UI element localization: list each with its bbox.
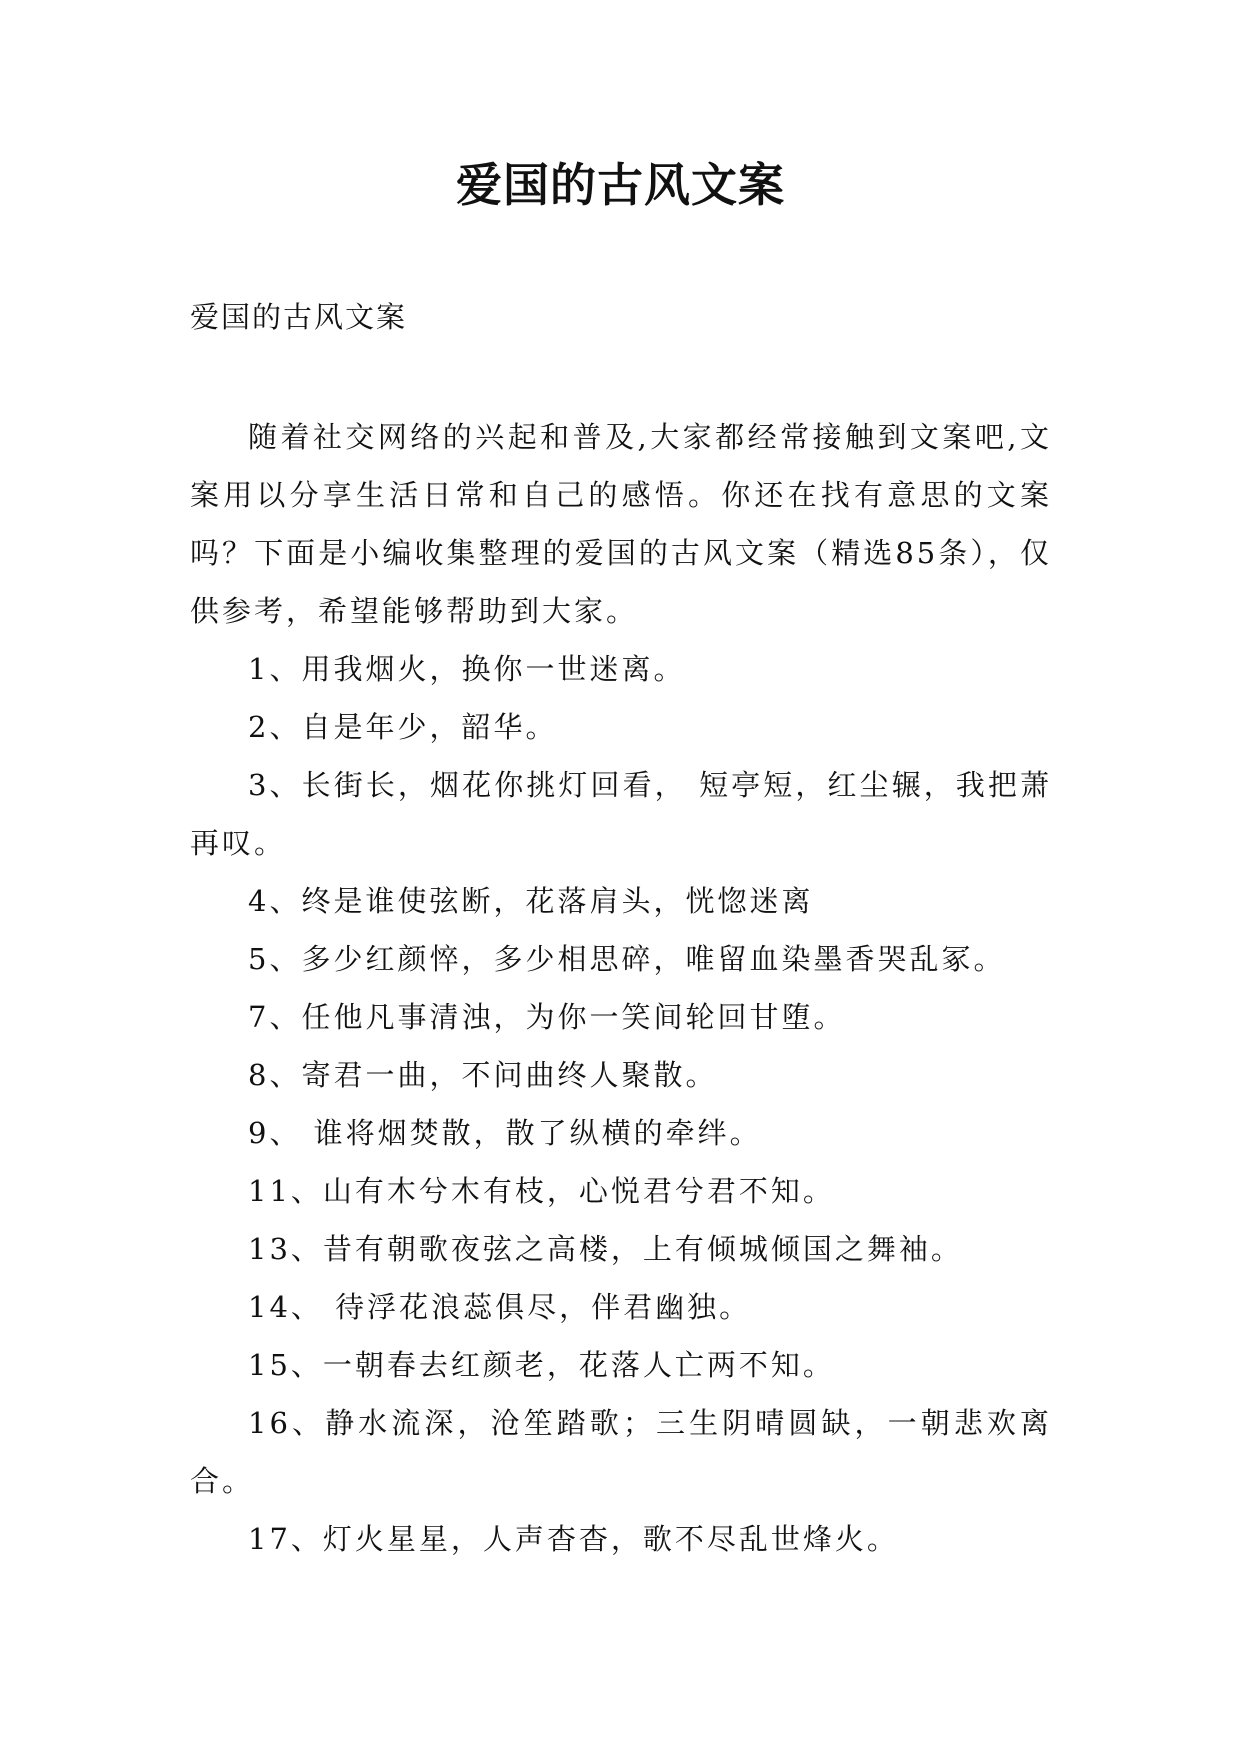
list-item: 16、静水流深，沧笙踏歌；三生阴晴圆缺，一朝悲欢离合。	[190, 1406, 1052, 1498]
list-item: 1、用我烟火，换你一世迷离。	[248, 652, 686, 686]
document-body	[190, 408, 1052, 1568]
list-item: 8、寄君一曲，不问曲终人聚散。	[248, 1058, 718, 1092]
list-item: 5、多少红颜悴，多少相思碎，唯留血染墨香哭乱冢。	[248, 942, 1006, 976]
list-item: 4、终是谁使弦断，花落肩头，恍惚迷离	[248, 884, 814, 918]
list-item: 11、山有木兮木有枝，心悦君兮君不知。	[248, 1174, 835, 1208]
list-item: 15、一朝春去红颜老，花落人亡两不知。	[248, 1348, 835, 1382]
list-item: 9、 谁将烟焚散，散了纵横的牵绊。	[248, 1116, 762, 1150]
document-subtitle: 爱国的古风文案	[190, 300, 408, 334]
list-item: 14、 待浮花浪蕊俱尽，伴君幽独。	[248, 1290, 752, 1324]
list-item: 3、长街长，烟花你挑灯回看， 短亭短，红尘辗，我把萧再叹。	[190, 768, 1052, 860]
document-title: 爱国的古风文案	[456, 158, 785, 212]
list-item: 7、任他凡事清浊，为你一笑间轮回甘堕。	[248, 1000, 846, 1034]
list-item: 2、自是年少，韶华。	[248, 710, 558, 744]
list-item: 17、灯火星星，人声杳杳，歌不尽乱世烽火。	[248, 1522, 899, 1556]
intro-paragraph: 随着社交网络的兴起和普及,大家都经常接触到文案吧,文案用以分享生活日常和自己的感悟。你还在找有意思的文案吗？下面是小编收集整理的爱国的古风文案（精选85条），仅供参考，希望能够帮助到大家。	[190, 420, 1052, 628]
list-item: 13、昔有朝歌夜弦之高楼，上有倾城倾国之舞袖。	[248, 1232, 963, 1266]
